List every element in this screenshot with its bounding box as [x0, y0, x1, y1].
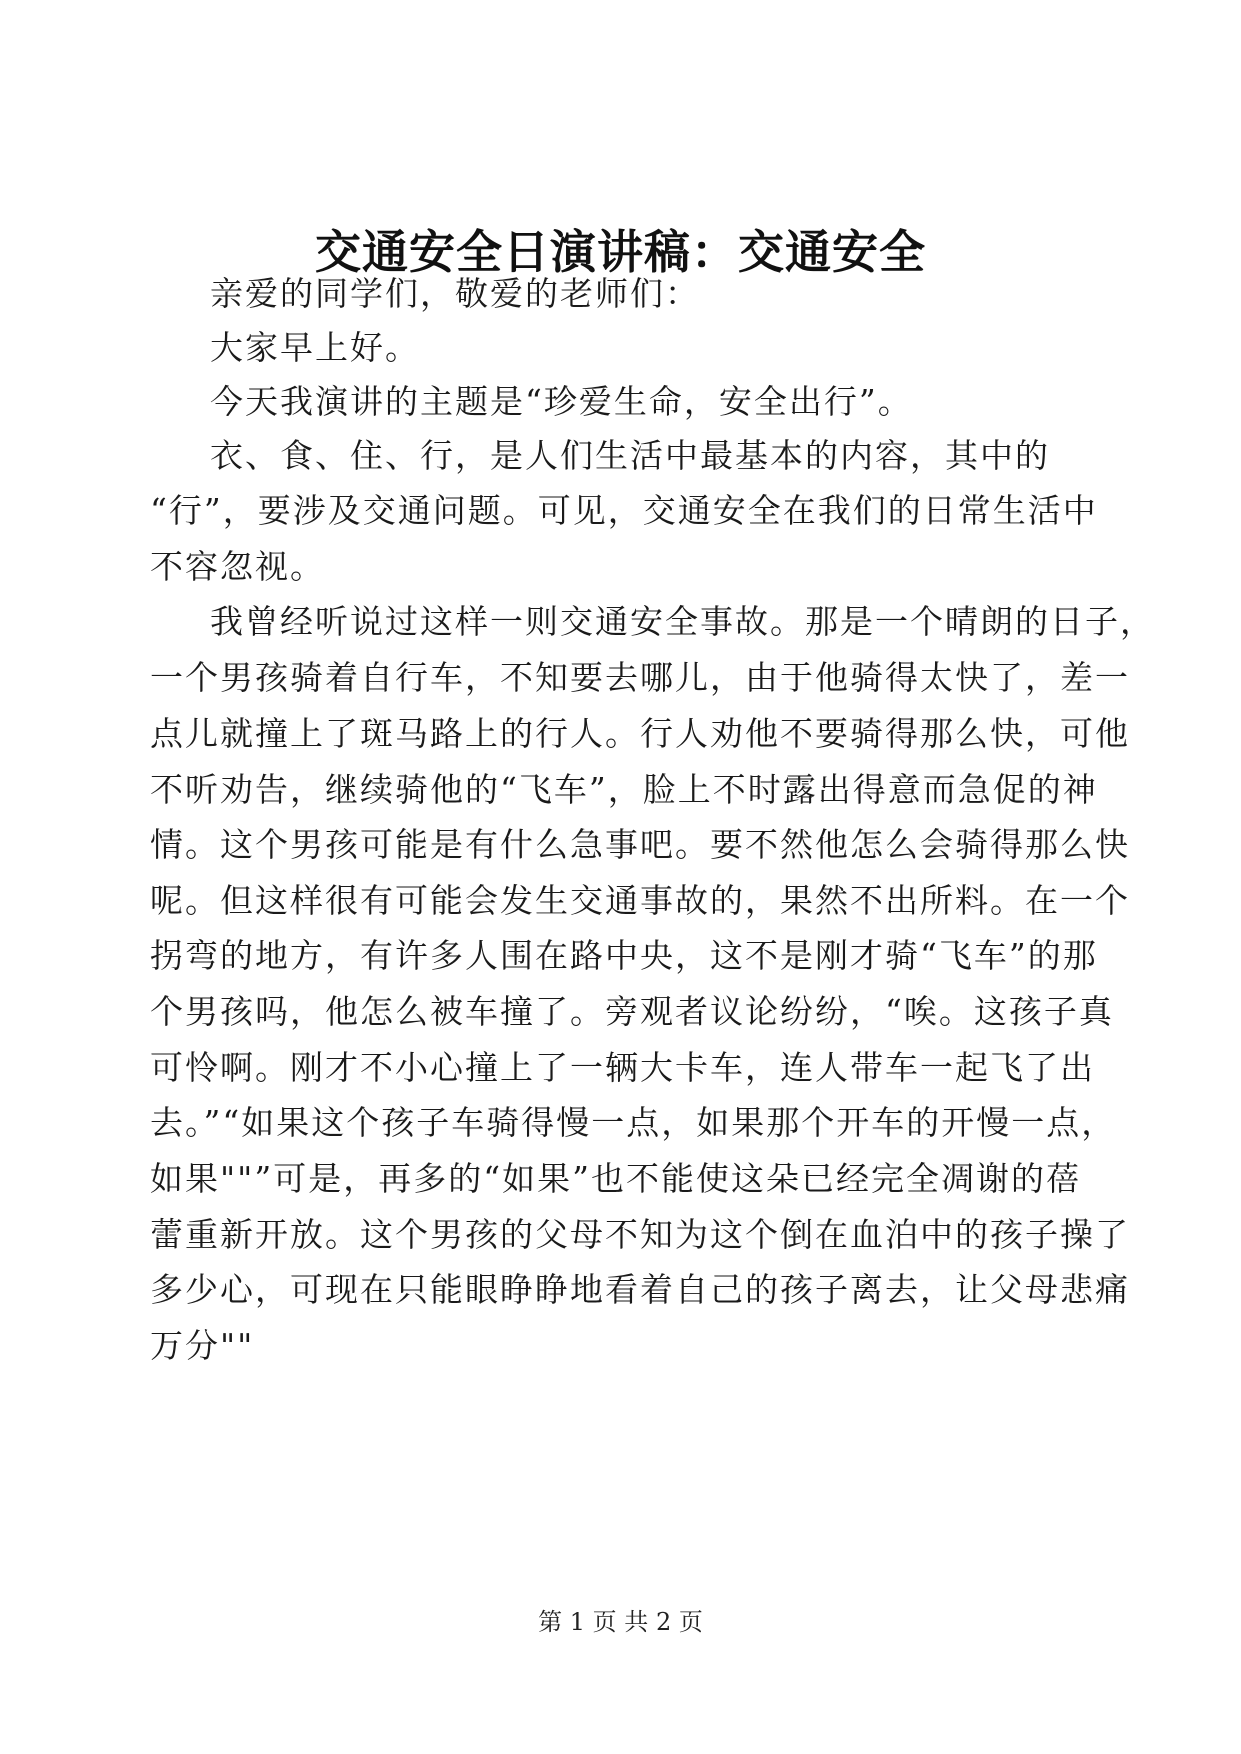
body-line: 大家早上好。 — [210, 328, 420, 367]
body-line: 拐弯的地方，有许多人围在路中央，这不是刚才骑“飞车”的那 — [150, 936, 1098, 975]
body-line: 呢。但这样很有可能会发生交通事故的，果然不出所料。在一个 — [150, 881, 1130, 920]
body-line: 如果""”可是，再多的“如果”也不能使这朵已经完全凋谢的蓓 — [150, 1159, 1081, 1198]
body-line: 个男孩吗，他怎么被车撞了。旁观者议论纷纷，“唉。这孩子真 — [150, 992, 1114, 1031]
body-line: 点儿就撞上了斑马路上的行人。行人劝他不要骑得那么快，可他 — [150, 714, 1130, 753]
body-line: 万分"" — [150, 1326, 255, 1365]
body-line: 不容忽视。 — [150, 547, 325, 586]
body-line: 不听劝告，继续骑他的“飞车”，脸上不时露出得意而急促的神 — [150, 770, 1098, 809]
body-line: 衣、食、住、行，是人们生活中最基本的内容，其中的 — [210, 436, 1050, 475]
body-line: 我曾经听说过这样一则交通安全事故。那是一个晴朗的日子， — [210, 602, 1155, 641]
body-line: 可怜啊。刚才不小心撞上了一辆大卡车，连人带车一起飞了出 — [150, 1048, 1095, 1087]
body-line: 情。这个男孩可能是有什么急事吧。要不然他怎么会骑得那么快 — [150, 825, 1130, 864]
body-line: 去。”“如果这个孩子车骑得慢一点，如果那个开车的开慢一点， — [150, 1103, 1117, 1142]
body-line: 一个男孩骑着自行车，不知要去哪儿，由于他骑得太快了，差一 — [150, 658, 1130, 697]
body-line: 亲爱的同学们，敬爱的老师们： — [210, 274, 700, 313]
body-line: 多少心，可现在只能眼睁睁地看着自己的孩子离去，让父母悲痛 — [150, 1270, 1130, 1309]
body-line: 蕾重新开放。这个男孩的父母不知为这个倒在血泊中的孩子操了 — [150, 1215, 1130, 1254]
document-title: 交通安全日演讲稿：交通安全 — [315, 225, 926, 279]
page-number-footer: 第 1 页 共 2 页 — [538, 1608, 703, 1636]
body-line: 今天我演讲的主题是“珍爱生命，安全出行”。 — [210, 382, 913, 421]
body-line: “行”，要涉及交通问题。可见，交通安全在我们的日常生活中 — [150, 491, 1098, 530]
